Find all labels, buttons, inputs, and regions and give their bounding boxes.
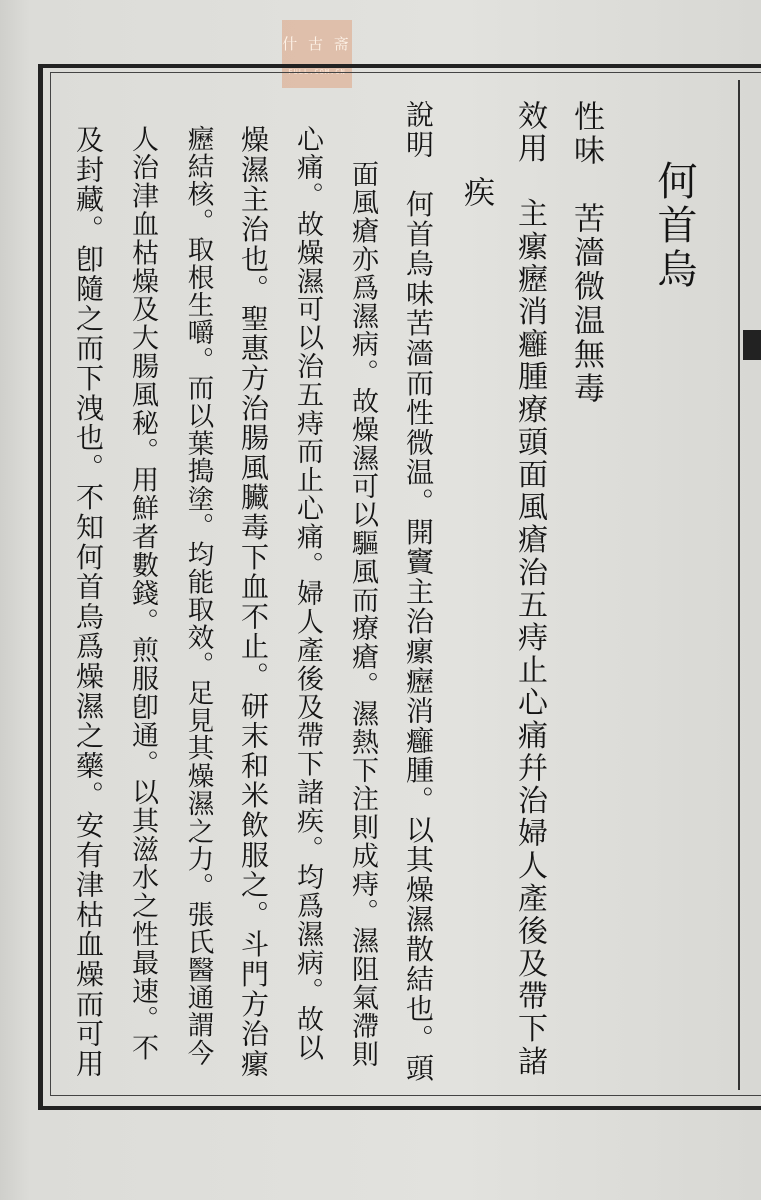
- seal-caption: FULL.COM.CN: [288, 67, 346, 76]
- text-line-3: 疾: [458, 176, 494, 210]
- entry-title: 何首烏: [651, 160, 697, 292]
- seal-text: 什 古 斋: [282, 34, 352, 53]
- fold-edge-mark: [743, 330, 761, 360]
- text-line-7: 燥濕主治也。聖惠方治腸風臟毒下血不止。研末和米飲服之。斗門方治瘰: [237, 125, 270, 1079]
- text-line-1: 性味 苦濇微温無毒: [568, 100, 604, 406]
- text-line-2: 效用 主瘰癧消癰腫療頭面風瘡治五痔止心痛幷治婦人產後及帶下諸: [512, 100, 547, 1078]
- page-frame-right-rule: [738, 80, 740, 1090]
- text-line-9: 人治津血枯燥及大腸風秘。用鮮者數錢。煎服卽通。以其滋水之性最速。不: [127, 125, 158, 1063]
- text-line-10: 及封藏。卽隨之而下洩也。不知何首烏爲燥濕之藥。安有津枯血燥而可用: [72, 125, 105, 1079]
- text-line-5: 面風瘡亦爲濕病。故燥濕可以驅風而療瘡。濕熱下注則成痔。濕阻氣滯則: [347, 160, 378, 1069]
- text-line-4: 說明 何首烏味苦濇而性微温。開竇主治瘰癧消癰腫。以其燥濕散結也。頭: [402, 100, 435, 1084]
- text-line-6: 心痛。故燥濕可以治五痔而止心痛。婦人產後及帶下諸疾。均爲濕病。故以: [292, 125, 323, 1063]
- text-line-8: 癧結核。取根生嚼。而以葉搗塗。均能取效。足見其燥濕之力。張氏醫通謂今: [182, 125, 214, 1067]
